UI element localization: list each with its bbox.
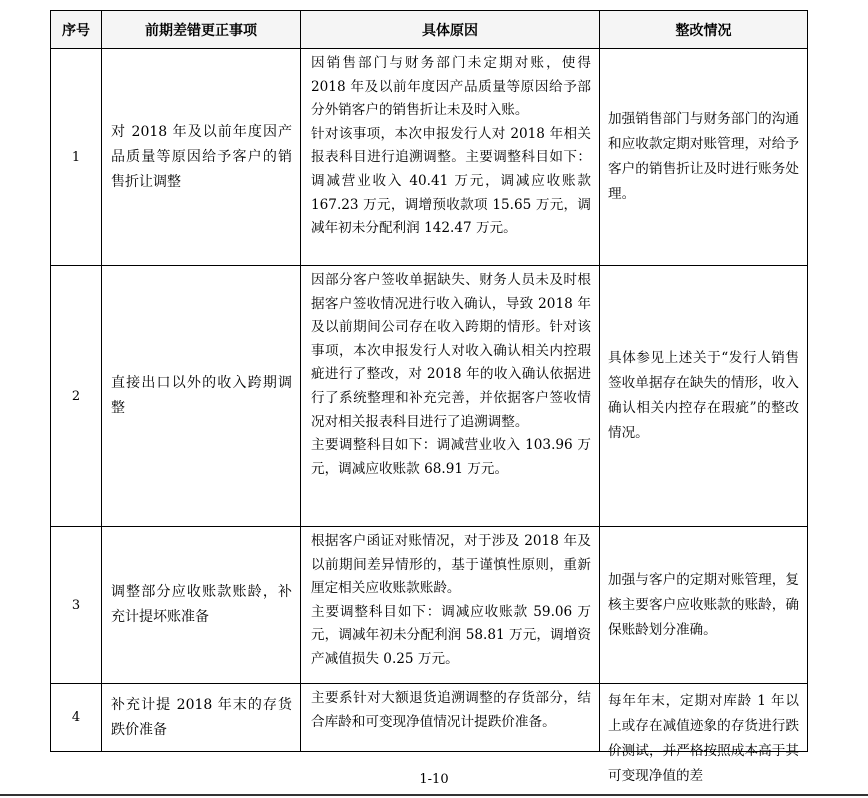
row-fix: 具体参见上述关于“发行人销售签收单据存在缺失的情形，收入确认相关内控存在瑕疵”的整改情况。	[608, 350, 799, 441]
header-fix: 整改情况	[600, 11, 807, 48]
row-reason	[301, 684, 600, 751]
row-fix: 加强销售部门与财务部门的沟通和应收款定期对账管理，对给予客户的销售折让及时进行账务处理。	[608, 111, 799, 202]
reason-paragraph: 主要调整科目如下：调减应收账款 59.06 万元，调减年初未分配利润 58.81 万元，调增资产减值损失 0.25 万元。	[311, 603, 591, 667]
row-no: 1	[51, 49, 102, 265]
reason-paragraph: 主要调整科目如下：调减营业收入 103.96 万元，调减应收账款 68.91 万元。	[311, 437, 591, 477]
page-bottom-divider	[0, 794, 868, 796]
reason-paragraph: 主要系针对大额退货追溯调整的存货部分，结合库龄和可变现净值情况计提跌价准备。	[311, 690, 591, 730]
table-header-row	[51, 11, 807, 49]
row-item: 调整部分应收账款账龄，补充计提坏账准备	[102, 527, 301, 683]
row-reason	[301, 49, 600, 265]
reason-paragraph: 因部分客户签收单据缺失、财务人员未及时根据客户签收情况进行收入确认，导致 2018 年及以前期间公司存在收入跨期的情形。针对该事项，本次申报发行人对收入确认相关内控瑕疵进行了整改，对 2018 年的收入确认依据进行了系统整理和补充完善，并依据客户签收情况对相关报表科目进行了追溯调整。	[311, 272, 591, 430]
row-no: 2	[51, 266, 102, 526]
row-fix: 每年年末，定期对库龄 1 年以上或存在减值迹象的存货进行跌价测试，并严格按照成本高于其可变现净值的差	[608, 693, 799, 784]
reason-paragraph: 针对该事项，本次申报发行人对 2018 年相关报表科目进行追溯调整。主要调整科目如下：调减营业收入 40.41 万元，调减应收账款 167.23 万元，调增预收款项 15.65 万元，调减年初未分配利润 142.47 万元。	[311, 125, 591, 237]
header-item: 前期差错更正事项	[102, 11, 301, 48]
row-no: 4	[51, 684, 102, 751]
table-row	[51, 49, 807, 266]
row-reason	[301, 266, 600, 526]
row-item: 对 2018 年及以前年度因产品质量等原因给予客户的销售折让调整	[102, 49, 301, 265]
row-reason	[301, 527, 600, 683]
header-reason: 具体原因	[301, 11, 600, 48]
reason-paragraph: 因销售部门与财务部门未定期对账，使得 2018 年及以前年度因产品质量等原因给予部分外销客户的销售折让未及时入账。	[311, 55, 591, 119]
row-no: 3	[51, 527, 102, 683]
row-item: 直接出口以外的收入跨期调整	[102, 266, 301, 526]
table-row	[51, 266, 807, 527]
page-number: 1-10	[419, 772, 449, 787]
reason-paragraph: 根据客户函证对账情况，对于涉及 2018 年及以前期间差异情形的，基于谨慎性原则，重新厘定相关应收账款账龄。	[311, 533, 591, 597]
table-row	[51, 527, 807, 684]
row-fix: 加强与客户的定期对账管理，复核主要客户应收账款的账龄，确保账龄划分准确。	[608, 571, 799, 638]
header-no: 序号	[51, 11, 102, 48]
row-item: 补充计提 2018 年末的存货跌价准备	[102, 684, 301, 751]
